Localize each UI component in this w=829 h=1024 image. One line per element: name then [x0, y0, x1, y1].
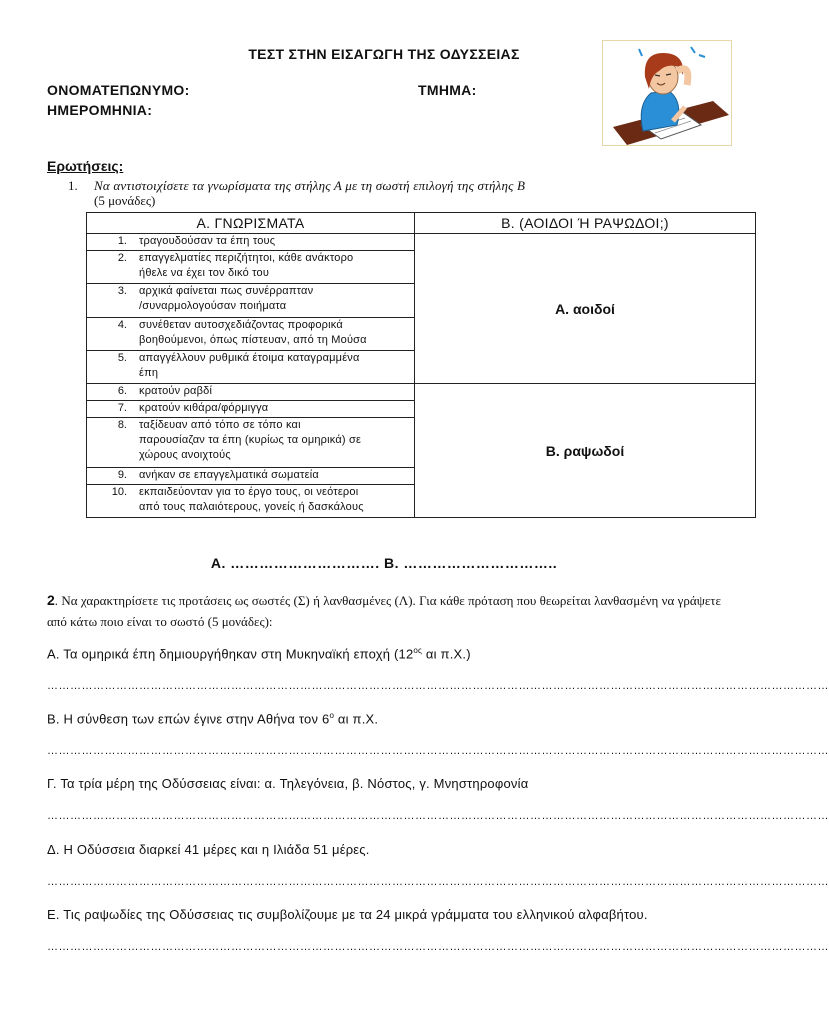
item-number: [87, 266, 139, 281]
table-row: [87, 350, 415, 383]
question-1-text: Να αντιστοιχίσετε τα γνωρίσματα της στήλης Α με τη σωστή επιλογή της στήλης Β: [94, 178, 526, 193]
item-number: 7.: [117, 402, 127, 415]
question-2-text: . Να χαρακτηρίσετε τις προτάσεις ως σωστές (Σ) ή λανθασμένες (Λ). Για κάθε πρόταση που θεωρείται λανθασμένη να γράψετε από κάτω ποιο είναι το σωστό (5 μονάδες):: [47, 593, 721, 629]
table-row: [87, 284, 415, 317]
item-text: κρατούν κιθάρα/φόρμιγγα: [139, 402, 269, 415]
question-1-number: 1.: [68, 178, 78, 193]
item-number: 10.: [111, 485, 127, 498]
item-text: αρχικά φαίνεται πως συνέρραπταν: [139, 285, 314, 298]
item-text: βοηθούμενοι, όπως πίστευαν, από τη Μούσα: [139, 333, 367, 346]
item-text: συνέθεταν αυτοσχεδιάζοντας προφορικά: [139, 318, 343, 331]
item-number: 1.: [117, 235, 127, 247]
statement-4: Δ. Η Οδύσσεια διαρκεί 41 μέρες και η Ιλιάδα 51 μέρες.: [47, 842, 370, 857]
item-number: 2.: [117, 252, 127, 265]
table-row: [87, 484, 415, 517]
item-number: [87, 433, 139, 448]
item-text: έπη: [139, 366, 159, 379]
question-2-number: 2: [47, 592, 55, 608]
statement-1: Α. Τα ομηρικά έπη δημιουργήθηκαν στη Μυκηναϊκή εποχή ($12^{o\varsigma}$ αι π.Χ.): [47, 646, 471, 662]
item-number: 8.: [117, 419, 127, 432]
table-row: [87, 401, 415, 418]
item-text: /συναρμολογούσαν ποιήματα: [139, 300, 287, 313]
item-number: 9.: [117, 468, 127, 481]
answer-line[interactable]: ……………………………………………………………………………………………………………………………………………………………………………………: [47, 745, 829, 757]
table-row: [87, 418, 415, 467]
statement-5: Ε. Τις ραψωδίες της Οδύσσειας τις συμβολίζουμε με τα 24 μικρά γράμματα του ελληνικού αλφαβήτου.: [47, 907, 648, 922]
item-text: ταξίδευαν από τόπο σε τόπο και: [139, 419, 301, 432]
statement-2: Β. Η σύνθεση των επών έγινε στην Αθήνα τον $6^o$ αι π.Χ.: [47, 711, 379, 727]
matching-answer-blanks[interactable]: Α. …………………………. Β. …………………………..: [210, 555, 558, 571]
item-number: [87, 299, 139, 314]
item-number: [87, 333, 139, 348]
table-row: [87, 251, 415, 284]
column-a-header: Α. ΓΝΩΡΙΣΜΑΤΑ: [87, 213, 415, 234]
item-number: [87, 500, 139, 515]
class-label: ΤΜΗΜΑ:: [418, 82, 477, 98]
item-text: κρατούν ραβδί: [139, 385, 213, 398]
answer-line[interactable]: ……………………………………………………………………………………………………………………………………………………………………………………: [47, 680, 829, 692]
table-row: [87, 234, 415, 251]
item-number: 3.: [117, 285, 127, 298]
questions-heading: Ερωτήσεις:: [47, 158, 124, 174]
matching-table: [86, 212, 756, 518]
item-text: παρουσίαζαν τα έπη (κυρίως τα ομηρικά) σε: [139, 434, 362, 447]
answer-line[interactable]: ……………………………………………………………………………………………………………………………………………………………………………………: [47, 810, 829, 822]
column-b-header: Β. (ΑΟΙΔΟΙ Ή ΡΑΨΩΔΟΙ;): [415, 213, 756, 234]
student-studying-clipart: [602, 40, 732, 146]
page-title: ΤΕΣΤ ΣΤΗΝ ΕΙΣΑΓΩΓΗ ΤΗΣ ΟΔΥΣΣΕΙΑΣ: [248, 46, 520, 62]
item-number: [87, 448, 139, 463]
table-row: [87, 384, 415, 401]
statement-3: Γ. Τα τρία μέρη της Οδύσσειας είναι: α. Τηλεγόνεια, β. Νόστος, γ. Μνηστηροφονία: [47, 776, 529, 791]
answer-line[interactable]: ……………………………………………………………………………………………………………………………………………………………………………………: [47, 876, 829, 888]
question-1-points: (5 μονάδες): [94, 193, 156, 208]
item-text: από τους παλαιότερους, γονείς ή δασκάλους: [139, 500, 364, 513]
item-text: απαγγέλλουν ρυθμικά έτοιμα καταγραμμένα: [139, 351, 360, 364]
date-label: ΗΜΕΡΟΜΗΝΙΑ:: [47, 102, 153, 118]
answer-aoidoi: Α. αοιδοί: [415, 234, 756, 384]
item-text: ήθελε να έχει τον δικό του: [139, 267, 270, 280]
item-text: τραγουδούσαν τα έπη τους: [139, 235, 276, 247]
item-text: ανήκαν σε επαγγελματικά σωματεία: [139, 468, 319, 481]
table-row: [87, 467, 415, 484]
name-label: ΟΝΟΜΑΤΕΠΩΝΥΜΟ:: [47, 82, 190, 98]
item-text: εκπαιδεύονταν για το έργο τους, οι νεότεροι: [139, 485, 359, 498]
item-text: επαγγελματίες περιζήτητοι, κάθε ανάκτορο: [139, 252, 354, 265]
answer-rapsodoi: Β. ραψωδοί: [415, 384, 756, 518]
answer-line[interactable]: ……………………………………………………………………………………………………………………………………………………………………………………: [47, 941, 829, 953]
item-text: χώρους ανοιχτούς: [139, 449, 231, 462]
table-row: [87, 317, 415, 350]
item-number: 4.: [117, 318, 127, 331]
item-number: 6.: [117, 385, 127, 398]
item-number: [87, 366, 139, 381]
question-2: [47, 590, 721, 632]
item-number: 5.: [117, 351, 127, 364]
